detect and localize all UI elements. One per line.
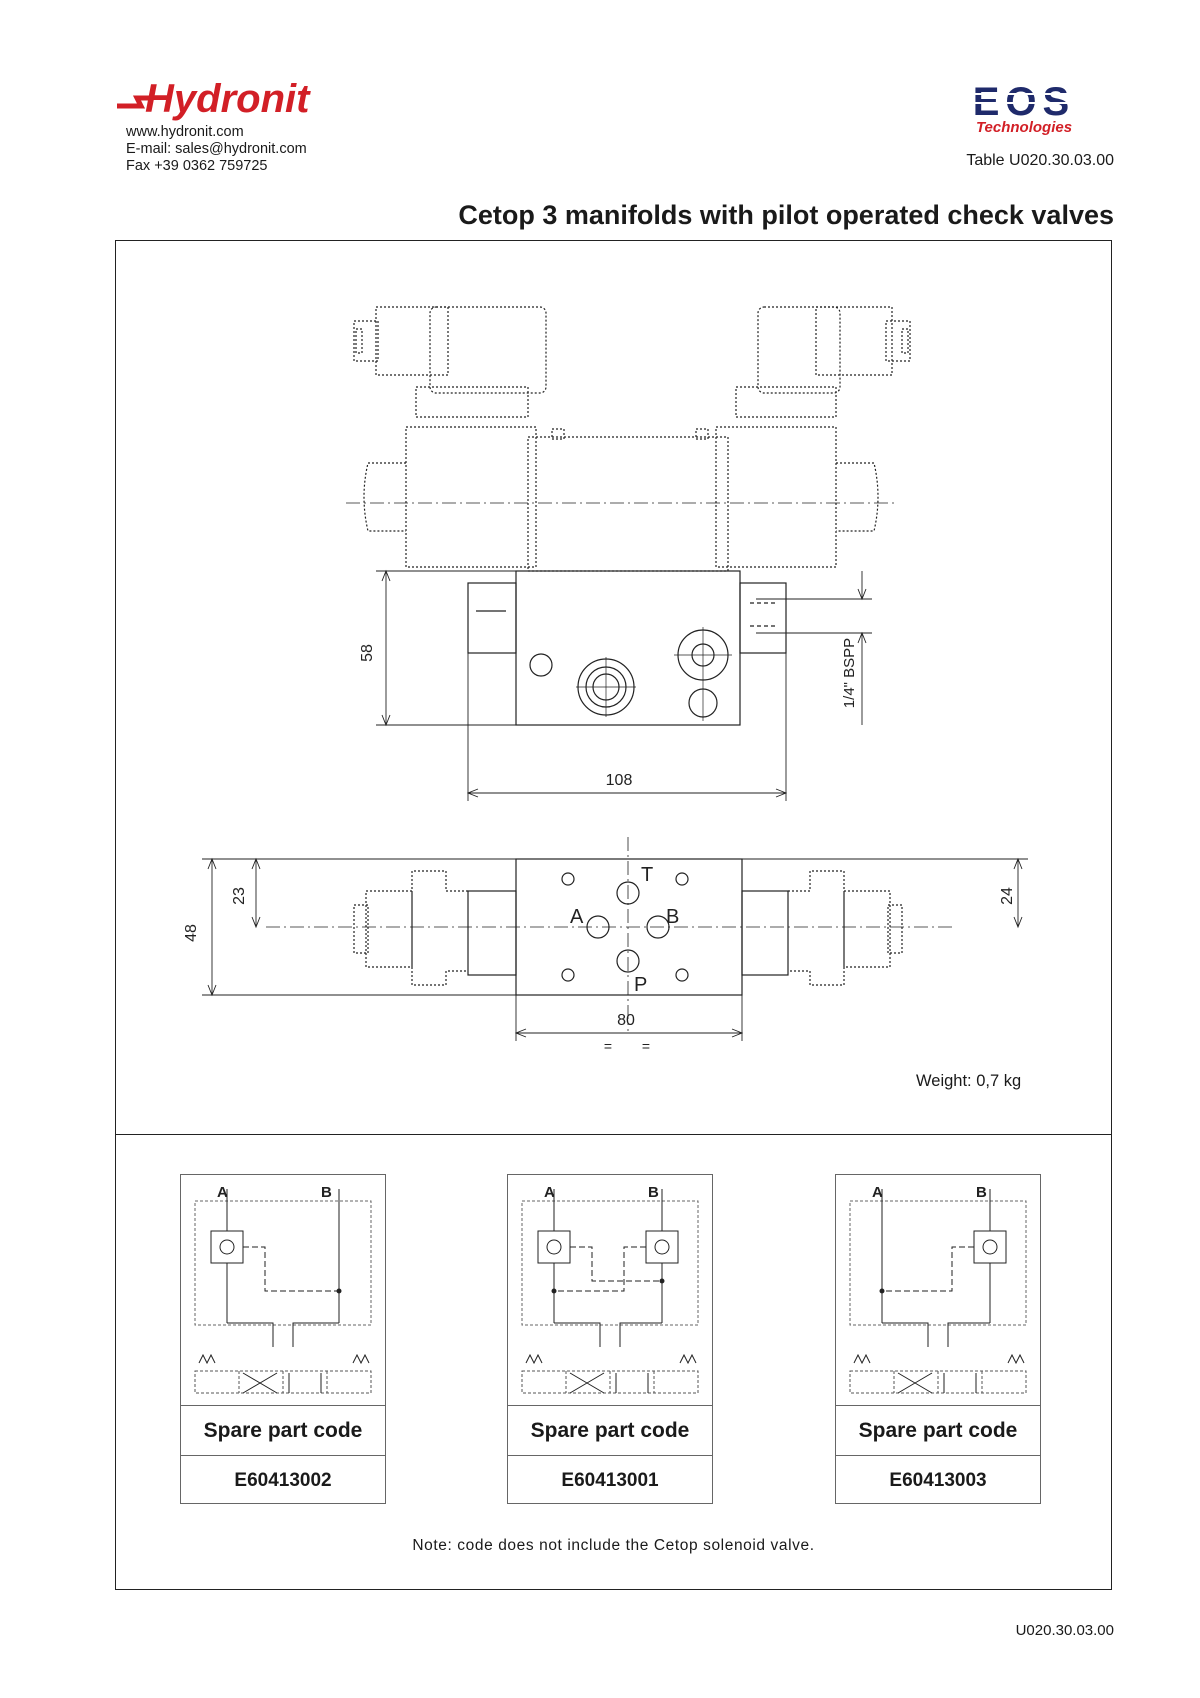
hydraulic-schematic-2	[508, 1175, 712, 1405]
footer-reference: U020.30.03.00	[1015, 1622, 1114, 1639]
contact-block	[126, 124, 307, 175]
solenoid-valve-outline	[354, 307, 910, 571]
dim-height-58: 58	[359, 644, 376, 662]
dim-axis-left-23: 23	[231, 887, 248, 905]
fax-text: Fax +39 0362 759725	[126, 158, 268, 174]
technical-drawing	[116, 241, 1111, 1133]
schematic-2-port-a: A	[544, 1184, 555, 1201]
dim-total-height-48: 48	[183, 924, 200, 942]
port-label-a: A	[570, 906, 584, 928]
equal-mark-right: =	[641, 1038, 651, 1054]
hydraulic-schematic-1	[181, 1175, 385, 1405]
eos-technologies-logo	[933, 80, 1115, 136]
frame-divider	[115, 1134, 1112, 1135]
schematic-card-3	[835, 1174, 1041, 1504]
page-title: Cetop 3 manifolds with pilot operated check valves	[458, 200, 1114, 230]
dim-axis-right-24: 24	[999, 887, 1016, 905]
dim-width-80: 80	[617, 1012, 635, 1029]
dimension-lines-top	[202, 859, 1028, 1041]
equal-mark-left: =	[603, 1038, 613, 1054]
schematic-2-part-code: E60413001	[508, 1455, 712, 1505]
footnote: Note: code does not include the Cetop solenoid valve.	[412, 1537, 815, 1554]
table-reference: Table U020.30.03.00	[966, 152, 1114, 169]
port-thread-label: 1/4" BSPP	[841, 637, 858, 709]
website-text: www.hydronit.com	[126, 124, 244, 140]
schematic-2-port-b: B	[648, 1184, 659, 1201]
schematic-1-port-b: B	[321, 1184, 332, 1201]
port-label-b: B	[666, 906, 680, 928]
dimension-lines-side	[376, 571, 872, 801]
weight-text: Weight: 0,7 kg	[916, 1072, 1022, 1090]
email-text: E-mail: sales@hydronit.com	[126, 141, 307, 157]
schematic-3-part-code: E60413003	[836, 1455, 1040, 1505]
port-label-p: P	[634, 974, 648, 996]
schematic-1-part-code: E60413002	[181, 1455, 385, 1505]
eos-logo-text: EOS	[972, 80, 1076, 124]
hydronit-logo	[115, 76, 385, 122]
schematic-1-port-a: A	[217, 1184, 228, 1201]
schematic-1-spare-label: Spare part code	[181, 1405, 385, 1456]
schematic-3-spare-label: Spare part code	[836, 1405, 1040, 1456]
schematic-3-port-a: A	[872, 1184, 883, 1201]
schematic-card-1	[180, 1174, 386, 1504]
hydraulic-schematic-3	[836, 1175, 1040, 1405]
schematic-card-2	[507, 1174, 713, 1504]
port-label-t: T	[641, 864, 654, 886]
eos-logo-subtext: Technologies	[975, 119, 1073, 136]
schematic-2-spare-label: Spare part code	[508, 1405, 712, 1456]
dim-length-108: 108	[605, 772, 633, 789]
schematic-3-port-b: B	[976, 1184, 987, 1201]
hydronit-logo-text: Hydronit	[145, 77, 310, 121]
manifold-side-view	[468, 571, 786, 725]
